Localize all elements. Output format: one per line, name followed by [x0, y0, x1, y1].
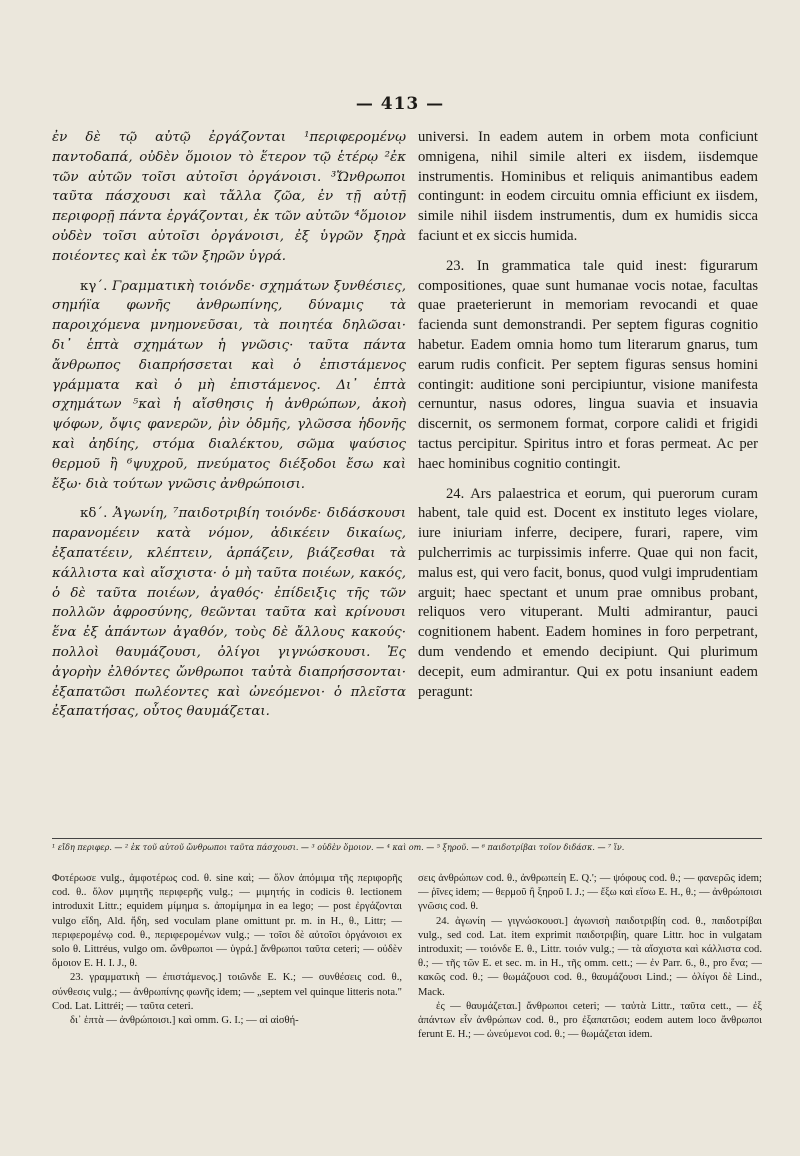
greek-section-23-number: κγ΄.: [80, 278, 108, 294]
greek-section-24: [52, 504, 406, 722]
latin-section-24: 24. Ars palaestrica et eorum, qui puerorum curam habent, tale quid est. Docent ex instituto leges violare, iure iniuriam inferre, decipere, furari, rapere, vim pulcherrimis ac turpissimis inferre. Quae qui non facit, malus est, qui vero facit, bonus, quod vulgi imprudentiam arguit; haec spectant et unum prae omnibus probant, reliquos vero vituperant. Multi admirantur, pauci cognitionem habent. Eadem homines in foro perpetrant, dum vendendo et emendo decipiunt. Qui plurimum decepit, eum admirantur. Qui ex potu insaniunt eadem peragunt:: [418, 485, 758, 700]
latin-paragraph-intro: universi. In eadem autem in orbem mota conficiunt omnigena, nihil simile alteri ex iisdem, iisdemque instrumentis. Hominibus et reliquis animantibus eadem contingunt: in eodem circuitu omnia efficiunt ex iisdem, simile nihil iisdem instrumentis, dum ex humidis sicca faciunt et ex siccis humida.: [418, 129, 758, 244]
footnote-divider: [52, 838, 762, 839]
latin-text-column: [418, 128, 758, 828]
greek-section-23-text: Γραμματικὴ τοιόνδε· σχημάτων ξυνθέσιες, σημήϊα φωνῆς ἀνθρωπίνης, δύναμις τὰ παροιχόμενα μνημονεῦσαι, τὰ ποιητέα δηλῶσαι· δι᾽ ἑπτὰ σχημάτων ἡ γνῶσις· ταῦτα πάντα ἄνθρωπος διαπρήσσεται καὶ ὁ ἐπιστάμενος γράμματα καὶ ὁ μὴ ἐπιστάμενος. Δι᾽ ἑπτὰ σχημάτων ⁵καὶ ἡ αἴσθησις ἡ ἀνθρώπων, ἀκοὴ ψόφων, ὄψις φανερῶν, ῥὶν ὀδμῆς, γλῶσσα ἡδονῆς καὶ ἀηδίης, στόμα διαλέκτου, σῶμα ψαύσιος θερμοῦ ἢ ⁶ψυχροῦ, πνεύματος διέξοδοι ἔσω καὶ ἔξω· διὰ τούτων γνῶσις ἀνθρώποισι.: [52, 278, 406, 492]
note-paragraph: Φοτέρωσε vulg., ἀμφοτέρως cod. θ. sine καὶ; — ὅλον ἀπόμιμα τῆς περιφορῆς cod. θ.. ὅλον μιμητῆς περιφερῆς vulg.; — μιμητής in codicis θ. lectionem introduxit Littr.; equidem μίμημα s. ἀπομίμημα in ea lego; — post ἐργάζονται vulgo εἴδη, Ald. ἤδη, sed voculam plane omittunt pr. m. in H., θ., Littr; — περιφερομένῳ cod. θ., περιφερομένων vulg.; — τοῖσι δὲ αὐτοῖσι ὀργάνοισι ex solo θ. Littréus, vulgo om. ὤνθρωποι — ὑγρά.] ἄνθρωποι ταῦτα ceteri; — οὐδὲν ὅμοιον E. H. I. J., θ.: [52, 873, 402, 970]
critical-notes-left: [52, 872, 402, 1142]
note-paragraph: 24. ἀγωνίη — γιγνώσκουσι.] ἀγωνισὴ παιδοτριβίη cod. θ., παιδοτρίβαι vulg., sed cod. Lat. item exprimit παιδοτριβίη, quare Littr. hoc in vulgatam introduxit; — τοιόνδε E. θ., Littr. τοιόν vulg.; — τὰ αἴσχιστα καὶ κάλλιστα cod. θ.; — τῆς τῶν E. et sec. m. in H., τῆς omm. cett.; — ἐν Parr. 6., θ., pro ἕνα; — κακῶς cod. θ.; — θωμάζουσι cod. θ., θαυμάζουσι Lind.; — ὀλίγοι δὲ Lind., Mack.: [418, 915, 762, 998]
critical-notes-right: [418, 872, 762, 1142]
note-paragraph: 23. γραμματικὴ — ἐπιστάμενος.] τοιῶνδε E. K.; — συνθέσεις cod. θ., σύνθεσις vulg.; — ἀνθρωπίνης φωνῆς idem; — „septem vel quinque litteris nota." Cod. Lat. Littréi; — ταῦτα ceteri.: [52, 972, 402, 1012]
apparatus-variants-line: ¹ εἴδη περιφερ. — ² ἐκ τοῦ αὐτοῦ ὤνθρωποι ταῦτα πάσχουσι. — ³ οὐδὲν ὅμοιον. — ⁴ καὶ om. — ⁵ ξηροῦ. — ⁶ παιδοτρίβαι τοῖον διδάσκ. — ⁷ ἵν.: [52, 843, 625, 852]
note-paragraph: δι᾽ ἑπτὰ — ἀνθρώποισι.] καὶ omm. G. I.; — αἱ αἰσθή-: [70, 1015, 299, 1027]
latin-section-23: 23. In grammatica tale quid inest: figurarum compositiones, quae sunt humanae vocis notae, facultas quae praeterierunt in memoriam revocandi et quae facienda sunt demonstrandi. Per septem figuras cognitio habetur. Eadem omnia homo tum literarum gnarus, tum earum rudis conficit. Per septem figuras sensus homini contingit: auditione soni percipiuntur, visione manifesta cernuntur, nasus odores, lingua suavia et insuavia discernit, os sermonem format, corpore calidi et frigidi tactus percipitur. Spiritus intro et foras permeat. Ac per haec hominibus cognitio contingit.: [418, 257, 758, 472]
note-paragraph: ἐς — θαυμάζεται.] ἄνθρωποι ceteri; — ταὐτὰ Littr., ταῦτα cett., — ἐξ ἁπάντων εἶν ἀνθρώπων cod. θ., pro ἐξαπατῶσι; eodem autem loco ἄνθρωποι ferunt E. H.; — ὠνεύμενοι cod. θ.; — θωμάζεται idem.: [418, 1000, 762, 1041]
greek-text-column: [52, 128, 406, 828]
greek-paragraph-intro: ἐν δὲ τῷ αὐτῷ ἐργάζονται ¹περιφερομένῳ παντοδαπά, οὐδὲν ὅμοιον τὸ ἕτερον τῷ ἑτέρῳ ²ἐκ τῶν αὐτῶν τοῖσι αὐτοῖσι ὀργάνοισι. ³Ὤνθρωποι ταῦτα πάσχουσι καὶ τἄλλα ζῶα, ἐν τῇ αὐτῇ περιφορῇ πάντα ἐργάζονται, ἐκ τῶν αὐτῶν ⁴ὅμοιον οὐδὲν τοῖσι αὐτοῖσι ὀργάνοισι, ἐξ ὑγρῶν ξηρὰ ποιέοντες καὶ ἐκ τῶν ξηρῶν ὑγρά.: [52, 130, 406, 264]
note-paragraph: σεις ἀνθρώπων cod. θ., ἀνθρωπείη E. Q.'; — ψόφους cod. θ.; — φανερῶς idem; — ῥῖνες idem; — θερμοῦ ἢ ξηροῦ I. J.; — ἔξω καὶ εἴσω E. H., θ.; — ἀνθρώποισι γνῶσις cod. θ.: [418, 873, 762, 913]
page-number: — 413 —: [355, 94, 445, 114]
greek-section-24-number: κδ΄.: [80, 506, 108, 522]
greek-section-24-text: Ἀγωνίη, ⁷παιδοτριβίη τοιόνδε· διδάσκουσι παρανομέειν κατὰ νόμον, ἀδικέειν δικαίως, ἐξαπατέειν, κλέπτειν, ἁρπάζειν, βιάζεσθαι τὰ κάλλιστα καὶ αἴσχιστα· ὁ μὴ ταῦτα ποιέων, κακός, ὁ δὲ ταῦτα ποιέων, ἀγαθός· ἐπίδειξις τῆς τῶν πολλῶν ἀφροσύνης, θεῶνται ταῦτα καὶ κρίνουσι ἕνα ἐξ ἁπάντων ἀγαθόν, τοὺς δὲ ἄλλους κακούς· πολλοὶ θαυμάζουσι, ὀλίγοι γιγνώσκουσι. Ἐς ἀγορὴν ἐλθόντες ὤνθρωποι ταὐτὰ διαπρήσσονται· ἐξαπατῶσι πωλέοντες καὶ ὠνεόμενοι· ὁ πλεῖστα ἐξαπατήσας, οὗτος θαυμάζεται.: [52, 506, 406, 720]
greek-section-23: [52, 277, 406, 495]
